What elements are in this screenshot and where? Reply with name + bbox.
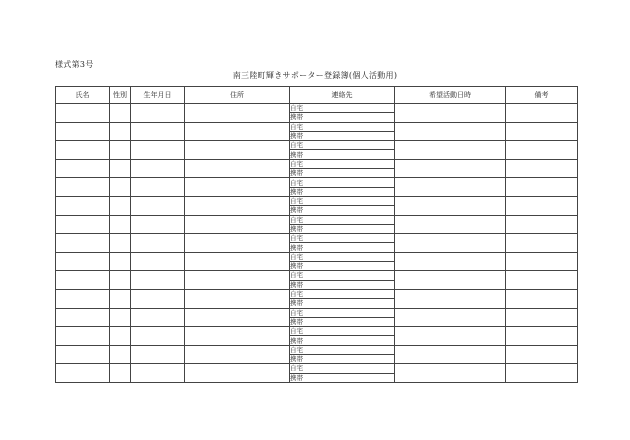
preferred-schedule-cell[interactable] <box>395 327 506 346</box>
preferred-schedule-cell[interactable] <box>395 141 506 160</box>
register-table <box>55 86 578 383</box>
contact-mobile-label: 携帯 <box>290 317 395 326</box>
preferred-schedule-cell[interactable] <box>395 196 506 215</box>
contact-mobile-label: 携帯 <box>290 169 395 178</box>
birthdate-cell[interactable] <box>131 234 185 253</box>
gender-cell[interactable] <box>110 327 131 346</box>
birthdate-cell[interactable] <box>131 271 185 290</box>
birthdate-cell[interactable] <box>131 252 185 271</box>
contact-mobile-label: 携帯 <box>290 336 395 345</box>
contact-mobile-label: 携帯 <box>290 243 395 252</box>
gender-cell[interactable] <box>110 159 131 178</box>
birthdate-cell[interactable] <box>131 289 185 308</box>
address-cell[interactable] <box>185 345 290 364</box>
name-cell[interactable] <box>56 271 110 290</box>
birthdate-cell[interactable] <box>131 196 185 215</box>
contact-mobile-label: 携帯 <box>290 280 395 289</box>
address-cell[interactable] <box>185 308 290 327</box>
birthdate-cell[interactable] <box>131 327 185 346</box>
birthdate-cell[interactable] <box>131 215 185 234</box>
address-cell[interactable] <box>185 271 290 290</box>
remarks-cell[interactable] <box>506 178 578 197</box>
table-row <box>56 327 578 336</box>
gender-cell[interactable] <box>110 289 131 308</box>
column-header-remarks: 備考 <box>506 87 578 104</box>
gender-cell[interactable] <box>110 215 131 234</box>
birthdate-cell[interactable] <box>131 122 185 141</box>
preferred-schedule-cell[interactable] <box>395 271 506 290</box>
address-cell[interactable] <box>185 141 290 160</box>
table-row <box>56 122 578 131</box>
contact-home-label: 自宅 <box>290 271 395 280</box>
column-header-gender: 性別 <box>110 87 131 104</box>
gender-cell[interactable] <box>110 104 131 123</box>
table-row <box>56 196 578 205</box>
address-cell[interactable] <box>185 159 290 178</box>
column-header-preferred-schedule: 希望活動日時 <box>395 87 506 104</box>
contact-mobile-label: 携帯 <box>290 262 395 271</box>
table-row <box>56 364 578 373</box>
address-cell[interactable] <box>185 196 290 215</box>
contact-mobile-label: 携帯 <box>290 355 395 364</box>
name-cell[interactable] <box>56 215 110 234</box>
table-row <box>56 289 578 298</box>
table-row <box>56 141 578 150</box>
address-cell[interactable] <box>185 178 290 197</box>
table-row <box>56 178 578 187</box>
remarks-cell[interactable] <box>506 122 578 141</box>
preferred-schedule-cell[interactable] <box>395 104 506 123</box>
name-cell[interactable] <box>56 141 110 160</box>
name-cell[interactable] <box>56 345 110 364</box>
column-header-name: 氏名 <box>56 87 110 104</box>
remarks-cell[interactable] <box>506 327 578 346</box>
contact-home-label: 自宅 <box>290 308 395 317</box>
preferred-schedule-cell[interactable] <box>395 178 506 197</box>
contact-home-label: 自宅 <box>290 364 395 373</box>
header-row <box>56 87 578 104</box>
birthdate-cell[interactable] <box>131 178 185 197</box>
form-number: 様式第3号 <box>55 60 94 69</box>
name-cell[interactable] <box>56 196 110 215</box>
table-row <box>56 104 578 113</box>
name-cell[interactable] <box>56 122 110 141</box>
gender-cell[interactable] <box>110 364 131 383</box>
preferred-schedule-cell[interactable] <box>395 234 506 253</box>
table-row <box>56 252 578 261</box>
remarks-cell[interactable] <box>506 141 578 160</box>
birthdate-cell[interactable] <box>131 141 185 160</box>
preferred-schedule-cell[interactable] <box>395 345 506 364</box>
gender-cell[interactable] <box>110 234 131 253</box>
contact-home-label: 自宅 <box>290 252 395 261</box>
gender-cell[interactable] <box>110 271 131 290</box>
contact-home-label: 自宅 <box>290 104 395 113</box>
column-header-birthdate: 生年月日 <box>131 87 185 104</box>
gender-cell[interactable] <box>110 178 131 197</box>
preferred-schedule-cell[interactable] <box>395 252 506 271</box>
contact-home-label: 自宅 <box>290 345 395 354</box>
remarks-cell[interactable] <box>506 104 578 123</box>
address-cell[interactable] <box>185 122 290 141</box>
birthdate-cell[interactable] <box>131 104 185 123</box>
remarks-cell[interactable] <box>506 308 578 327</box>
remarks-cell[interactable] <box>506 252 578 271</box>
contact-home-label: 自宅 <box>290 289 395 298</box>
column-header-contact: 連絡先 <box>290 87 395 104</box>
remarks-cell[interactable] <box>506 289 578 308</box>
birthdate-cell[interactable] <box>131 345 185 364</box>
table-row <box>56 159 578 168</box>
contact-home-label: 自宅 <box>290 196 395 205</box>
name-cell[interactable] <box>56 178 110 197</box>
remarks-cell[interactable] <box>506 364 578 383</box>
remarks-cell[interactable] <box>506 345 578 364</box>
gender-cell[interactable] <box>110 345 131 364</box>
birthdate-cell[interactable] <box>131 159 185 178</box>
address-cell[interactable] <box>185 327 290 346</box>
contact-mobile-label: 携帯 <box>290 224 395 233</box>
table-row <box>56 271 578 280</box>
birthdate-cell[interactable] <box>131 308 185 327</box>
address-cell[interactable] <box>185 234 290 253</box>
name-cell[interactable] <box>56 234 110 253</box>
name-cell[interactable] <box>56 308 110 327</box>
name-cell[interactable] <box>56 252 110 271</box>
contact-home-label: 自宅 <box>290 234 395 243</box>
name-cell[interactable] <box>56 104 110 123</box>
preferred-schedule-cell[interactable] <box>395 122 506 141</box>
contact-mobile-label: 携帯 <box>290 187 395 196</box>
contact-home-label: 自宅 <box>290 178 395 187</box>
name-cell[interactable] <box>56 159 110 178</box>
contact-mobile-label: 携帯 <box>290 113 395 122</box>
contact-mobile-label: 携帯 <box>290 373 395 382</box>
gender-cell[interactable] <box>110 141 131 160</box>
contact-home-label: 自宅 <box>290 215 395 224</box>
birthdate-cell[interactable] <box>131 364 185 383</box>
preferred-schedule-cell[interactable] <box>395 215 506 234</box>
name-cell[interactable] <box>56 364 110 383</box>
remarks-cell[interactable] <box>506 215 578 234</box>
remarks-cell[interactable] <box>506 196 578 215</box>
column-header-address: 住所 <box>185 87 290 104</box>
address-cell[interactable] <box>185 252 290 271</box>
contact-home-label: 自宅 <box>290 327 395 336</box>
gender-cell[interactable] <box>110 122 131 141</box>
name-cell[interactable] <box>56 289 110 308</box>
address-cell[interactable] <box>185 215 290 234</box>
table-row <box>56 215 578 224</box>
register-body <box>56 104 578 383</box>
preferred-schedule-cell[interactable] <box>395 289 506 308</box>
contact-mobile-label: 携帯 <box>290 299 395 308</box>
preferred-schedule-cell[interactable] <box>395 308 506 327</box>
table-row <box>56 234 578 243</box>
gender-cell[interactable] <box>110 252 131 271</box>
contact-home-label: 自宅 <box>290 141 395 150</box>
contact-home-label: 自宅 <box>290 122 395 131</box>
name-cell[interactable] <box>56 327 110 346</box>
address-cell[interactable] <box>185 364 290 383</box>
document-title: 南三陸町輝きサポーター登録簿(個人活動用) <box>232 71 398 80</box>
gender-cell[interactable] <box>110 308 131 327</box>
contact-mobile-label: 携帯 <box>290 206 395 215</box>
preferred-schedule-cell[interactable] <box>395 364 506 383</box>
remarks-cell[interactable] <box>506 159 578 178</box>
contact-home-label: 自宅 <box>290 159 395 168</box>
table-row <box>56 308 578 317</box>
contact-mobile-label: 携帯 <box>290 150 395 159</box>
preferred-schedule-cell[interactable] <box>395 159 506 178</box>
table-row <box>56 345 578 354</box>
remarks-cell[interactable] <box>506 271 578 290</box>
address-cell[interactable] <box>185 104 290 123</box>
address-cell[interactable] <box>185 289 290 308</box>
remarks-cell[interactable] <box>506 234 578 253</box>
gender-cell[interactable] <box>110 196 131 215</box>
contact-mobile-label: 携帯 <box>290 131 395 140</box>
